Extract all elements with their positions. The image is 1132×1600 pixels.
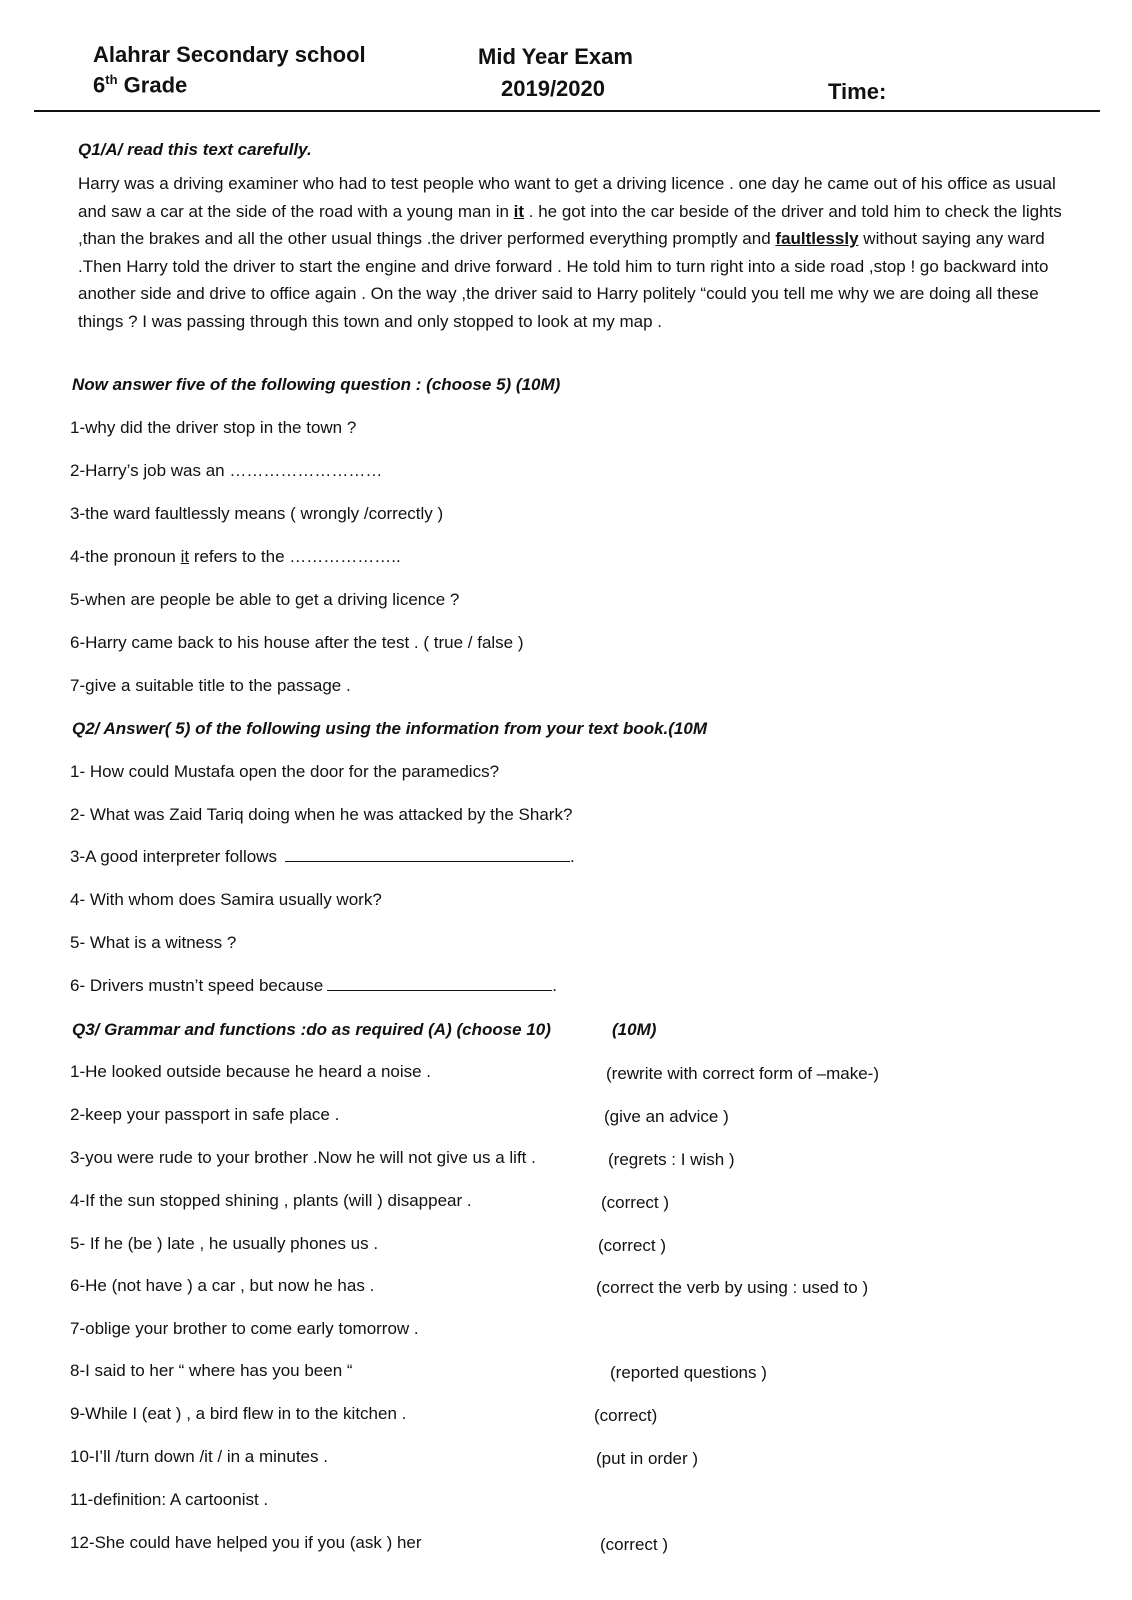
q2-q6-text: 6- Drivers mustn’t speed because [70, 976, 324, 995]
q1-question-7: 7-give a suitable title to the passage . [70, 676, 351, 695]
q3-item-8: 8-I said to her “ where has you been “ [70, 1361, 353, 1380]
grade-word: Grade [123, 72, 188, 98]
q1-question-1: 1-why did the driver stop in the town ? [70, 418, 357, 437]
q3-item-5: 5- If he (be ) late , he usually phones us . [70, 1234, 379, 1253]
passage-faultlessly: faultlessly [775, 229, 859, 249]
q2-question-1: 1- How could Mustafa open the door for the paramedics? [70, 762, 500, 781]
q3-hint-2: (give an advice ) [604, 1107, 729, 1126]
q3-title: Q3/ Grammar and functions :do as required (A) (choose 10) [72, 1020, 551, 1039]
q3-hint-8: (reported questions ) [610, 1363, 767, 1382]
grade-label [93, 72, 187, 98]
q2-question-5: 5- What is a witness ? [70, 933, 237, 952]
q1-title: Q1/A/ read this text carefully. [78, 140, 312, 159]
answer-blank [327, 976, 552, 991]
q1-question-4 [70, 547, 401, 567]
q1-instruction: Now answer five of the following question : (choose 5) (10M) [72, 375, 561, 394]
q3-hint-1: (rewrite with correct form of –make-) [606, 1064, 879, 1083]
exam-title: Mid Year Exam [478, 44, 633, 69]
grade-number: 6 [93, 72, 106, 98]
q3-item-4: 4-If the sun stopped shining , plants (will ) disappear . [70, 1191, 472, 1210]
q3-hint-9: (correct) [594, 1406, 658, 1425]
passage-part-1: Harry was a driving examiner who had to test people who want to get a driving licence . one day he came out of his office as usual and saw a car at the side of the road with a young man in [78, 174, 1056, 221]
passage-it: it [513, 201, 525, 221]
q3-item-10: 10-I’ll /turn down /it / in a minutes . [70, 1447, 328, 1466]
q2-title: Q2/ Answer( 5) of the following using the information from your text book.(10M [72, 719, 708, 738]
q3-hint-5: (correct ) [598, 1236, 666, 1255]
q1-question-5: 5-when are people be able to get a driving licence ? [70, 590, 460, 609]
q3-item-12: 12-She could have helped you if you (ask ) her [70, 1533, 422, 1552]
q2-question-3 [70, 847, 575, 867]
q2-q3-text: 3-A good interpreter follows [70, 847, 277, 866]
q3-hint-6: (correct the verb by using : used to ) [596, 1278, 869, 1297]
q2-question-4: 4- With whom does Samira usually work? [70, 890, 382, 909]
q3-item-9: 9-While I (eat ) , a bird flew in to the kitchen . [70, 1404, 407, 1423]
q3-item-6: 6-He (not have ) a car , but now he has . [70, 1276, 375, 1295]
school-name: Alahrar Secondary school [93, 42, 366, 67]
q1-question-2: 2-Harry’s job was an ……………………… [70, 461, 383, 480]
q3-hint-10: (put in order ) [596, 1449, 699, 1468]
q3-hint-3: (regrets : I wish ) [608, 1150, 735, 1169]
q3-hint-12: (correct ) [600, 1535, 668, 1554]
q1-question-6: 6-Harry came back to his house after the test . ( true / false ) [70, 633, 524, 652]
q3-marks: (10M) [612, 1020, 657, 1039]
time-label: Time: [828, 79, 887, 104]
grade-suffix: th [105, 72, 118, 87]
reading-passage [78, 170, 1088, 336]
q2-question-2: 2- What was Zaid Tariq doing when he was attacked by the Shark? [70, 805, 573, 824]
exam-year: 2019/2020 [501, 76, 605, 101]
q2-q6-end: . [552, 976, 557, 995]
q1-question-3: 3-the ward faultlessly means ( wrongly /correctly ) [70, 504, 444, 523]
q3-item-7: 7-oblige your brother to come early tomorrow . [70, 1319, 419, 1338]
answer-blank [285, 847, 570, 862]
q4-it: it [180, 547, 190, 566]
q3-item-3: 3-you were rude to your brother .Now he will not give us a lift . [70, 1148, 536, 1167]
q3-hint-4: (correct ) [601, 1193, 669, 1212]
passage-part-2: . he got into the car beside of the driver and told him to check the lights ,than the brakes and all the other usual things .the driver performed everything promptly and [78, 201, 1062, 249]
passage-part-3: without saying any ward .Then Harry told the driver to start the engine and drive forward . He told him to turn right into a side road ,stop ! go backward into another side and drive to office again . On the way ,the driver said to Harry politely “could you tell me why we are doing all these things ? I was passing through this town and only stopped to look at my map . [78, 229, 1049, 331]
header-divider [34, 110, 1100, 112]
q4-tail: refers to the ……………….. [189, 547, 401, 566]
q2-question-6 [70, 976, 557, 996]
q3-item-2: 2-keep your passport in safe place . [70, 1105, 340, 1124]
q3-item-1: 1-He looked outside because he heard a noise . [70, 1062, 432, 1081]
q2-q3-end: . [569, 847, 575, 866]
q3-item-11: 11-definition: A cartoonist . [70, 1490, 269, 1509]
q4-lead: 4-the pronoun [70, 547, 181, 566]
